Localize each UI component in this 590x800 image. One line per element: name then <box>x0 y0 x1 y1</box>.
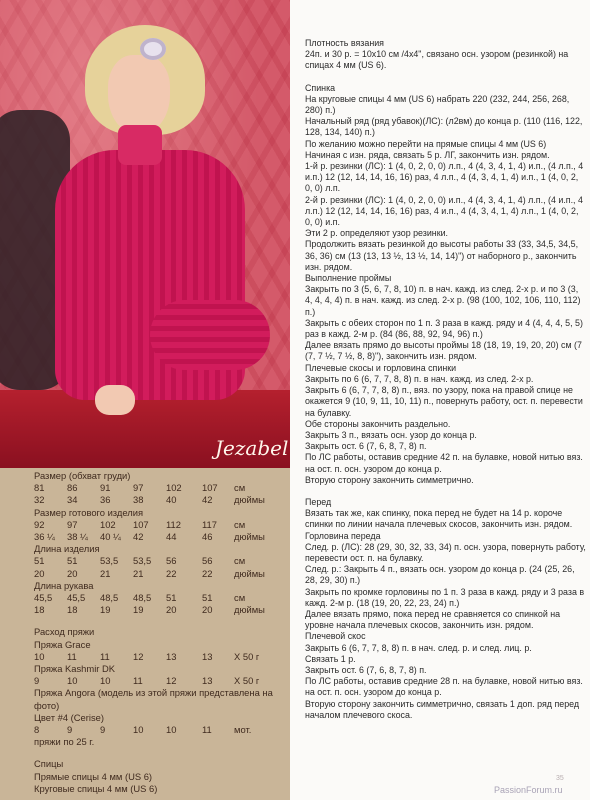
cell: 44 <box>166 531 177 543</box>
cell: 91 <box>100 482 111 494</box>
cell: 8 <box>34 724 40 736</box>
cell: 13 <box>166 650 177 662</box>
cell: Х 50 г <box>234 650 260 662</box>
cell: 45,5 <box>34 592 53 604</box>
needles-straight: Прямые спицы 4 мм (US 6) <box>34 770 153 782</box>
cell: дюймы <box>234 567 265 579</box>
instruction-line: По ЛС работы, оставив средние 28 п. на булавке, новой нитью вяз. на ост. п. осн. узором до конца р. <box>305 676 583 698</box>
cell: 42 <box>202 494 213 506</box>
needles-heading: Спицы <box>34 758 64 770</box>
instruction-line: Начальный ряд (ряд убавок)(ЛС): (л2вм) до конца р. (110 (116, 122, 128, 134, 140) п.) <box>305 116 583 138</box>
cell: 20 <box>34 567 45 579</box>
kashmir-heading: Пряжа Kashmir DK <box>34 663 116 675</box>
instruction-line: Спинка <box>305 82 336 93</box>
cell: 38 <box>133 494 144 506</box>
cell: дюймы <box>234 531 265 543</box>
instruction-line: Закрыть 6 (6, 7, 7, 8, 8) п., вяз. по узору, пока на правой спице не окажется 9 (10, 9, 11, 10, 11) п., повернуть работу, ост. п. перевести на булавку. <box>305 385 583 418</box>
size-cm-row <box>34 482 284 494</box>
instruction-line: По ЛС работы, оставив средние 42 п. на булавке, новой нитью вяз. на ост. п. осн. узором до конца р. <box>305 452 583 474</box>
color-heading: Цвет #4 (Cerise) <box>34 711 104 723</box>
instruction-line: Плечевой скос <box>305 631 366 642</box>
sweater-collar <box>118 125 162 165</box>
sweater-sleeve <box>150 300 270 370</box>
needles-circular: Круговые спицы 4 мм (US 6) <box>34 782 158 794</box>
instruction-line: Закрыть по кромке горловины по 1 п. 3 раза в кажд. ряду и 3 раза в кажд. 2-м р. (18 (19, 20, 22, 23, 24) п.) <box>305 586 585 608</box>
instruction-line: Выполнение проймы <box>305 273 392 284</box>
cell: мот. <box>234 724 252 736</box>
angora-note: пряжи по 25 г. <box>34 736 95 748</box>
cell: 56 <box>166 555 177 567</box>
cell: 18 <box>67 604 78 616</box>
sleeve-cm-row <box>34 592 284 604</box>
instruction-line: По желанию можно перейти на прямые спицы 4 мм (US 6) <box>305 138 547 149</box>
spacer <box>305 486 587 497</box>
instructions-text <box>305 38 587 721</box>
cell: см <box>234 592 246 604</box>
cell: 13 <box>202 675 213 687</box>
cell: 34 <box>67 494 78 506</box>
cell: 51 <box>34 555 45 567</box>
cell: 112 <box>166 518 181 530</box>
cell: 117 <box>202 518 217 530</box>
instruction-line: Перед <box>305 496 332 507</box>
instruction-line: Закрыть 3 п., вязать осн. узор до конца р. <box>305 429 477 440</box>
cell: 40 <box>166 494 177 506</box>
instruction-line: След. р. (ЛС): 28 (29, 30, 32, 33, 34) п. осн. узора, повернуть работу, перевести ост. п. на булавку. <box>305 541 586 563</box>
cell: 10 <box>100 675 111 687</box>
cell: 21 <box>100 567 111 579</box>
cell: 11 <box>133 675 143 687</box>
instruction-line: 24п. и 30 р. = 10х10 см /4х4", связано осн. узором (резинкой) на спицах 4 мм (US 6). <box>305 49 569 71</box>
cell: 107 <box>202 482 218 494</box>
size-heading: Размер (обхват груди) <box>34 470 131 481</box>
cell: 11 <box>202 724 212 736</box>
cell: 40 ¼ <box>100 531 121 543</box>
cell: 53,5 <box>133 555 152 567</box>
cell: 22 <box>202 567 213 579</box>
finished-cm-row <box>34 519 284 531</box>
instruction-line: Плечевые скосы и горловина спинки <box>305 362 457 373</box>
cell: 92 <box>34 518 45 530</box>
hair-brooch <box>140 38 166 60</box>
instruction-line: Продолжить вязать резинкой до высоты работы 33 (33, 34,5, 34,5, 36, 36) см (13 (13, 13 ½, 13 ½, 14, 14)") от наборного р., закончить изн. рядом. <box>305 239 579 272</box>
instruction-line: След. р.: Закрыть 4 п., вязать осн. узором до конца р. (24 (25, 26, 28, 29, 30) п.) <box>305 564 575 586</box>
instruction-line: Закрыть с обеих сторон по 1 п. 3 раза в кажд. ряду и 4 (4, 4, 4, 5, 5) раз в кажд. 2-м р. (84 (86, 88, 92, 94, 96) п.) <box>305 317 583 340</box>
cell: 38 ¼ <box>67 531 88 543</box>
cell: 20 <box>202 604 213 616</box>
cell: 11 <box>100 650 110 662</box>
angora-row <box>34 724 284 736</box>
grace-heading: Пряжа Grace <box>34 638 91 650</box>
cell: 9 <box>67 724 73 736</box>
cell: 42 <box>133 531 144 543</box>
cell: 22 <box>166 567 177 579</box>
instruction-line: Связать 1 р. <box>305 653 356 664</box>
cell: 19 <box>133 604 144 616</box>
cell: 10 <box>166 724 177 736</box>
instruction-line: Вязать так же, как спинку, пока перед не будет на 14 р. короче спинки по линии начала плечевых скосов, закончить изн. рядом. <box>305 508 573 530</box>
cell: 46 <box>202 531 213 543</box>
cell: 9 <box>100 724 106 736</box>
page-number: 35 <box>556 775 564 782</box>
grace-row <box>34 651 284 663</box>
model-face <box>108 55 170 135</box>
cell: 51 <box>67 555 78 567</box>
sleeve-heading: Длина рукава <box>34 579 94 591</box>
kashmir-row <box>34 675 284 687</box>
cell: 10 <box>67 675 78 687</box>
instruction-line: Далее вязать прямо до высоты проймы 18 (18, 19, 19, 20, 20) см (7 (7, 7 ½, 7 ½, 8, 8)"), закончить изн. рядом. <box>305 340 582 362</box>
finished-in-row <box>34 531 284 543</box>
cell: 81 <box>34 482 45 494</box>
model-hand <box>95 385 135 415</box>
instruction-line: Горловина переда <box>305 530 381 541</box>
instruction-line: Закрыть по 6 (6, 7, 7, 8, 8) п. в нач. кажд. из след. 2-х р. <box>305 373 534 384</box>
spacer <box>305 72 587 83</box>
cell: 53,5 <box>100 555 119 567</box>
cell: 10 <box>133 724 144 736</box>
cell: 51 <box>202 592 213 604</box>
cell: дюймы <box>234 604 265 616</box>
cell: 9 <box>34 675 40 687</box>
instruction-line: На круговые спицы 4 мм (US 6) набрать 220 (232, 244, 256, 268, 280) п.) <box>305 93 570 116</box>
instruction-line: Обе стороны закончить раздельно. <box>305 418 451 429</box>
angora-heading: Пряжа Angora (модель из этой пряжи представлена на фото) <box>34 687 273 711</box>
cell: 45,5 <box>67 592 86 604</box>
cell: 19 <box>100 604 111 616</box>
design-name: Jezabel <box>215 436 289 460</box>
cell: дюймы <box>234 494 265 506</box>
cell: 56 <box>202 555 213 567</box>
cell: 102 <box>100 518 116 530</box>
finished-size-heading: Размер готового изделия <box>34 506 144 518</box>
cell: 97 <box>67 518 78 530</box>
watermark: PassionForum.ru <box>494 785 563 795</box>
cell: 12 <box>133 650 144 662</box>
cell: 11 <box>67 650 77 662</box>
cell: 21 <box>133 567 144 579</box>
length-cm-row <box>34 555 284 567</box>
cell: 51 <box>166 592 177 604</box>
cell: 36 <box>100 494 111 506</box>
cell: 20 <box>67 567 78 579</box>
sleeve-in-row <box>34 604 284 616</box>
cell: 48,5 <box>100 592 119 604</box>
instruction-line: Вторую сторону закончить симметрично. <box>305 474 474 485</box>
size-in-row <box>34 494 284 506</box>
cell: 13 <box>202 650 213 662</box>
model-photo <box>0 0 290 468</box>
yarn-heading: Расход пряжи <box>34 626 95 638</box>
length-in-row <box>34 568 284 580</box>
instruction-line: 2-й р. резинки (ЛС): 1 (4, 0, 2, 0, 0) и.п., 4 (4, 3, 4, 1, 4) л.п., (4 и.п., 4 л.п.) 12 (12, 14, 14, 16, 16) раз, 4 и.п., 4 (4, 3, 4, 1, 4) л.п., 1 (4, 0, 2, 0, 0) и.п. <box>305 194 583 228</box>
cell: 18 <box>34 604 45 616</box>
cell: 86 <box>67 482 78 494</box>
cell: см <box>234 482 246 494</box>
cell: 10 <box>34 650 45 662</box>
cell: 12 <box>166 675 177 687</box>
cell: 32 <box>34 494 45 506</box>
instruction-line: Вторую сторону закончить симметрично, связать 1 доп. ряд перед началом плечевого скоса. <box>305 698 580 720</box>
instruction-line: Начиная с изн. ряда, связать 5 р. ЛГ, закончить изн. рядом. <box>305 149 550 160</box>
instruction-line: Эти 2 р. определяют узор резинки. <box>305 228 449 239</box>
cell: 107 <box>133 518 149 530</box>
cell: 97 <box>133 482 144 494</box>
instruction-line: 1-й р. резинки (ЛС): 1 (4, 0, 2, 0, 0) л.п., 4 (4, 3, 4, 1, 4) и.п., (4 л.п., 4 и.п.) 12 (12, 14, 14, 16, 16) раз, 4 л.п., 4 (4, 3, 4, 1, 4) и.п., 1 (4, 0, 2, 0, 0) л.п. <box>305 161 584 194</box>
cell: 36 ¼ <box>34 531 55 543</box>
instruction-line: Закрыть по 3 (5, 6, 7, 8, 10) п. в нач. кажд. из след. 2-х р. и по 3 (3, 4, 4, 4, 4) п. в нач. кажд. из след. 2-х р. (98 (100, 102, 106, 110, 112) п.) <box>305 284 581 317</box>
instruction-line: Плотность вязания <box>305 38 384 48</box>
cell: 48,5 <box>133 592 152 604</box>
cell: см <box>234 555 246 567</box>
instruction-line: Закрыть ост. 6 (7, 6, 8, 7, 8) п. <box>305 664 427 675</box>
cell: 20 <box>166 604 177 616</box>
cell: см <box>234 518 246 530</box>
instruction-line: Далее вязать прямо, пока перед не сравняется со спинкой на уровне начала плечевых скосов, закончить изн. рядом. <box>305 608 561 631</box>
instruction-line: Закрыть ост. 6 (7, 6, 8, 7, 8) п. <box>305 441 427 452</box>
instruction-line: Закрыть 6 (6, 7, 7, 8, 8) п. в нач. след. р. и след. лиц. р. <box>305 642 532 653</box>
size-specs <box>34 470 284 795</box>
cell: Х 50 г <box>234 675 260 687</box>
left-column <box>0 0 290 800</box>
cell: 102 <box>166 482 182 494</box>
length-heading: Длина изделия <box>34 543 100 555</box>
